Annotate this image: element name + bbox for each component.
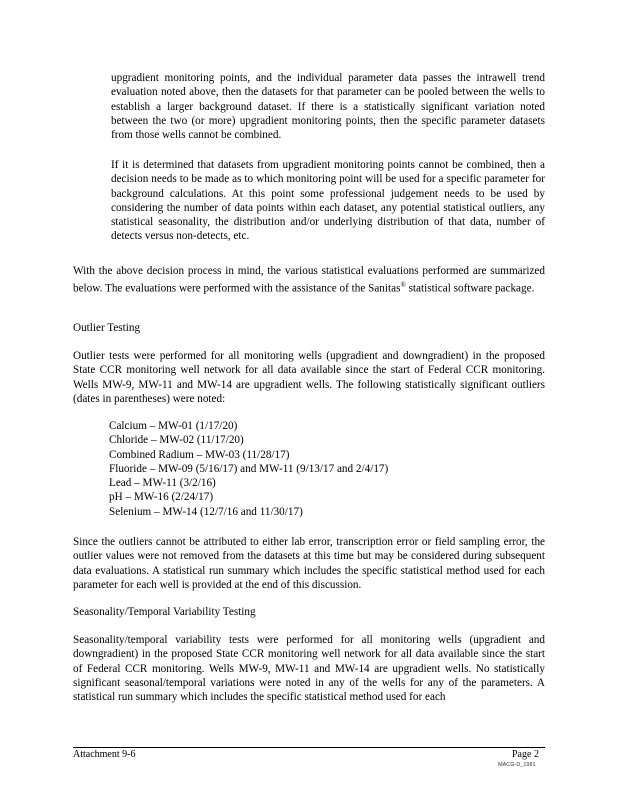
footer-document-code: MACG-D_1981 [498,762,536,768]
list-item: Chloride – MW-02 (11/17/20) [109,434,244,447]
paragraph-outlier-handling: Since the outliers cannot be attributed to either lab error, transcription error or field sampling error, the outlier values were not removed from the datasets at this time but may be considered during subsequent data evaluations. A statistical run summary which includes the specific statistical method used for each parameter for each well is provided at the end of this discussion. [73,536,545,591]
list-item: pH – MW-16 (2/24/17) [109,491,214,504]
footer-attachment-label: Attachment 9-6 [73,749,136,760]
summary-intro-text-end: statistical software package. [405,283,535,296]
list-item: Combined Radium – MW-03 (11/28/17) [109,448,290,461]
footer-divider [73,747,545,748]
heading-outlier-testing: Outlier Testing [73,322,141,334]
list-item: Calcium – MW-01 (1/17/20) [109,420,238,432]
list-item: Selenium – MW-14 (12/7/16 and 11/30/17) [109,505,303,518]
paragraph-upgradient-pooling: upgradient monitoring points, and the individual parameter data passes the intrawell trend evaluation noted above, then the datasets for that parameter can be pooled between the wells to establish a larger background dataset. If there is a statistically significant variation noted between the two (or more) upgradient monitoring points, then the specific parameter datasets from those wells cannot be combined. [111,72,545,142]
summary-intro-text: With the above decision process in mind, the various statistical evaluations performed are summarized below. The evaluations were performed with the assistance of the Sanitas [73,265,545,296]
paragraph-background-decision: If it is determined that datasets from upgradient monitoring points cannot be combined, then a decision needs to be made as to which monitoring point will be used for a specific parameter for background calculations. At this point some professional judgement needs to be used by considering the number of data points within each dataset, any potential statistical outliers, any statistical seasonality, the distribution and/or underlying distribution of that data, number of detects versus non-detects, etc. [111,159,545,243]
list-item: Lead – MW-11 (3/2/16) [109,477,216,490]
paragraph-summary-intro [73,264,545,296]
paragraph-outlier-tests: Outlier tests were performed for all monitoring wells (upgradient and downgradient) in the proposed State CCR monitoring well network for all data available since the start of Federal CCR monitoring. Wells MW-9, MW-11 and MW-14 are upgradient wells. The following statistically significant outliers (dates in parentheses) were noted: [73,350,545,405]
footer-page-number: Page 2 [512,749,539,760]
outlier-list [109,419,388,519]
list-item: Fluoride – MW-09 (5/16/17) and MW-11 (9/13/17 and 2/4/17) [109,462,389,475]
heading-seasonality-testing: Seasonality/Temporal Variability Testing [73,606,256,618]
registered-mark: ® [400,281,406,290]
paragraph-seasonality-tests: Seasonality/temporal variability tests were performed for all monitoring wells (upgradient and downgradient) in the proposed State CCR monitoring well network for all data available since the start of Federal CCR monitoring. Wells MW-9, MW-11 and MW-14 are upgradient wells. No statistically significant seasonal/temporal variations were noted in any of the wells for any of the parameters. A statistical run summary which includes the specific statistical method used for each [73,634,545,704]
